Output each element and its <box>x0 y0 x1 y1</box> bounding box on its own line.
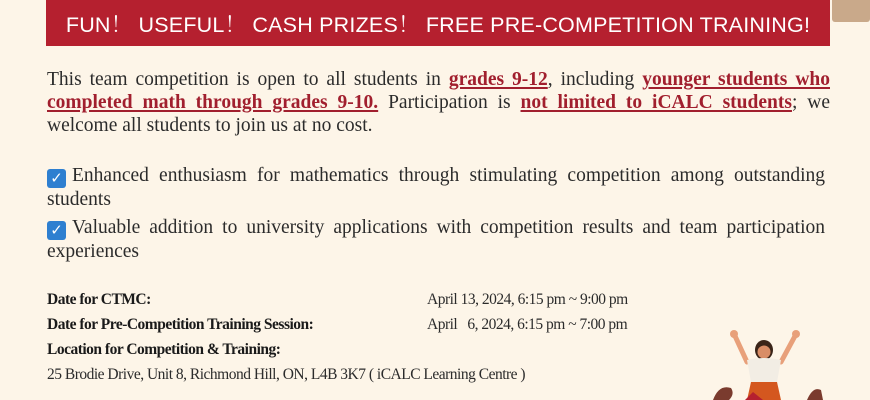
location-row <box>47 340 280 360</box>
location-address-row <box>47 365 525 385</box>
corner-decoration <box>832 0 870 22</box>
intro-text-4: ; we welcome all students to join us at no cost. <box>47 92 831 136</box>
intro-text-1: This team competition is open to all students in <box>47 69 449 90</box>
location-address: 25 Brodie Drive, Unit 8, Richmond Hill, ON, L4B 3K7 ( iCALC Learning Centre ) <box>47 366 526 383</box>
not-limited-highlight: not limited to iCALC students <box>520 92 792 113</box>
benefit-item-enthusiasm <box>47 164 825 211</box>
ctmc-date-label: Date for CTMC: <box>47 291 151 308</box>
ctmc-date-row <box>47 290 628 310</box>
cheering-person-illustration <box>705 328 825 400</box>
younger-students-highlight: younger students who completed math through grades 9-10. <box>47 69 830 113</box>
training-date-value: April 6, 2024, 6:15 pm ~ 7:00 pm <box>427 316 628 333</box>
training-date-row <box>47 315 628 335</box>
intro-paragraph <box>47 68 830 137</box>
grades-highlight: grades 9-12 <box>448 69 548 90</box>
location-label: Location for Competition & Training: <box>47 341 281 358</box>
banner-text: FUN！ USEFUL！ CASH PRIZES！ FREE PRE-COMPETITION TRAINING! <box>65 12 811 37</box>
training-date-label: Date for Pre-Competition Training Session: <box>47 316 314 333</box>
promo-banner <box>46 0 830 46</box>
check-box-icon: ✓ <box>47 169 66 188</box>
intro-text-2: , including <box>547 69 643 90</box>
ctmc-date-value: April 13, 2024, 6:15 pm ~ 9:00 pm <box>427 291 628 308</box>
intro-text-3: Participation is <box>378 92 521 113</box>
check-box-icon: ✓ <box>47 221 66 240</box>
benefit-item-university <box>47 216 825 263</box>
benefit-text: Valuable addition to university applications with competition results and team participation experiences <box>47 217 825 262</box>
benefit-text: Enhanced enthusiasm for mathematics through stimulating competition among outstanding students <box>47 165 825 210</box>
